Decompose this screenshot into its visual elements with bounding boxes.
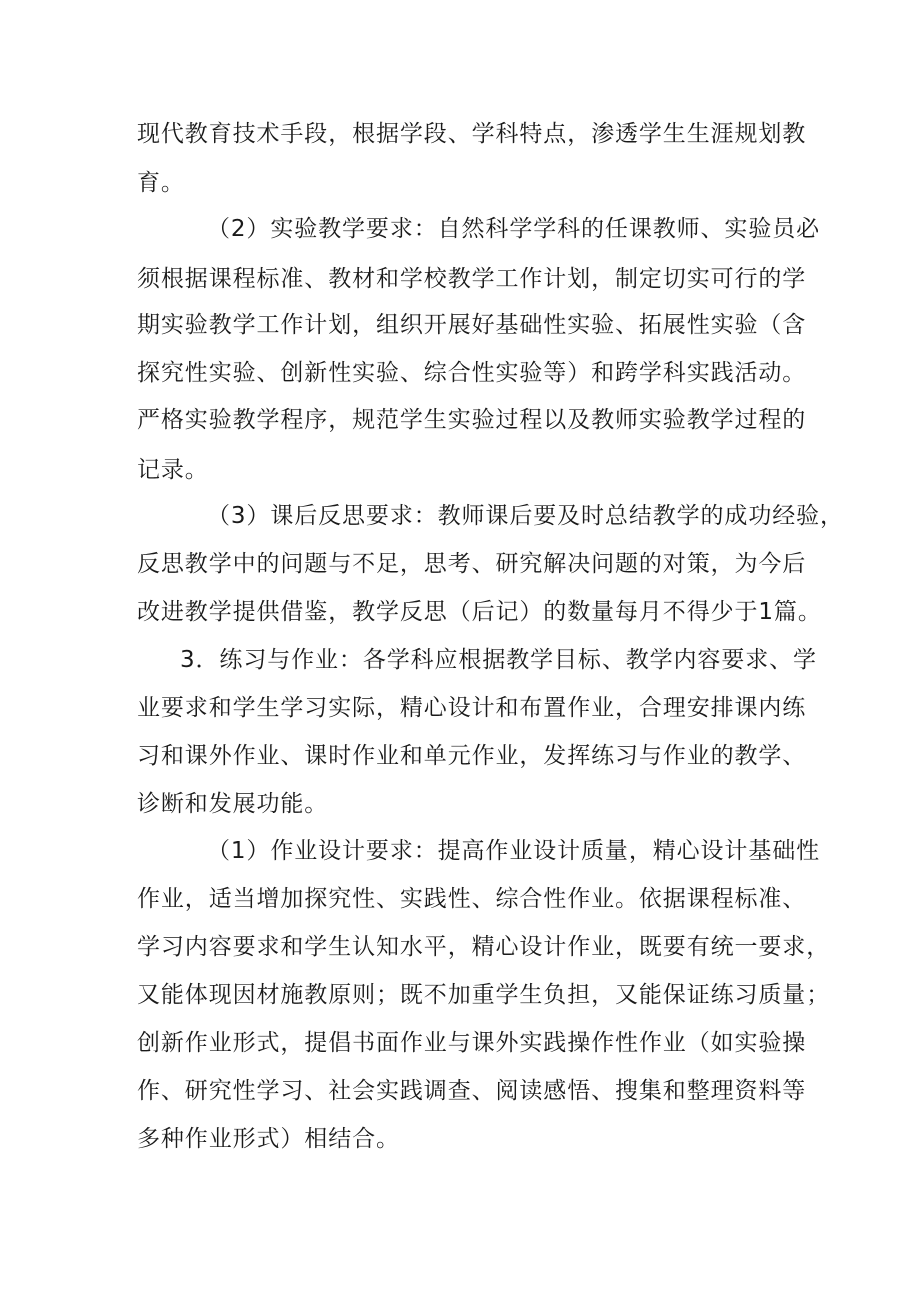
paragraph-2-line-1: （2）实验教学要求：自然科学学科的任课教师、实验员必 — [207, 216, 821, 242]
paragraph-5-line-7: 多种作业形式）相结合。 — [137, 1126, 400, 1152]
paragraph-3-line-1: （3）课后反思要求：教师课后要及时总结教学的成功经验， — [207, 503, 844, 529]
paragraph-4-line-2: 业要求和学生学习实际，精心设计和布置作业，合理安排课内练 — [137, 695, 807, 721]
paragraph-2-line-2: 须根据课程标准、教材和学校教学工作计划，制定切实可行的学 — [137, 266, 807, 292]
paragraph-1-line-2: 育。 — [137, 170, 185, 196]
paragraph-5-line-1: （1）作业设计要求：提高作业设计质量，精心设计基础性 — [207, 838, 821, 864]
paragraph-5-line-5: 创新作业形式，提倡书面作业与课外实践操作性作业（如实验操 — [137, 1030, 807, 1056]
paragraph-5-line-3: 学习内容要求和学生认知水平，精心设计作业，既要有统一要求， — [137, 934, 831, 960]
paragraph-5-line-2: 作业，适当增加探究性、实践性、综合性作业。依据课程标准、 — [137, 886, 807, 912]
paragraph-5-line-6: 作、研究性学习、社会实践调查、阅读感悟、搜集和整理资料等 — [137, 1078, 807, 1104]
paragraph-4-line-1: 3．练习与作业：各学科应根据教学目标、教学内容要求、学 — [180, 647, 817, 673]
paragraph-2-line-4: 探究性实验、创新性实验、综合性实验等）和跨学科实践活动。 — [137, 360, 807, 386]
paragraph-1-line-1: 现代教育技术手段，根据学段、学科特点，渗透学生生涯规划教 — [137, 121, 807, 147]
paragraph-2-line-5: 严格实验教学程序，规范学生实验过程以及教师实验教学过程的 — [137, 407, 807, 433]
paragraph-4-line-4: 诊断和发展功能。 — [137, 791, 329, 817]
paragraph-3-line-2: 反思教学中的问题与不足，思考、研究解决问题的对策，为今后 — [137, 551, 807, 577]
paragraph-2-line-6: 记录。 — [137, 457, 209, 483]
paragraph-3-line-3: 改进教学提供借鉴，教学反思（后记）的数量每月不得少于1篇。 — [137, 599, 822, 625]
paragraph-4-line-3: 习和课外作业、课时作业和单元作业，发挥练习与作业的教学、 — [137, 743, 807, 769]
paragraph-2-line-3: 期实验教学工作计划，组织开展好基础性实验、拓展性实验（含 — [137, 312, 807, 338]
paragraph-5-line-4: 又能体现因材施教原则；既不加重学生负担，又能保证练习质量； — [137, 982, 831, 1008]
